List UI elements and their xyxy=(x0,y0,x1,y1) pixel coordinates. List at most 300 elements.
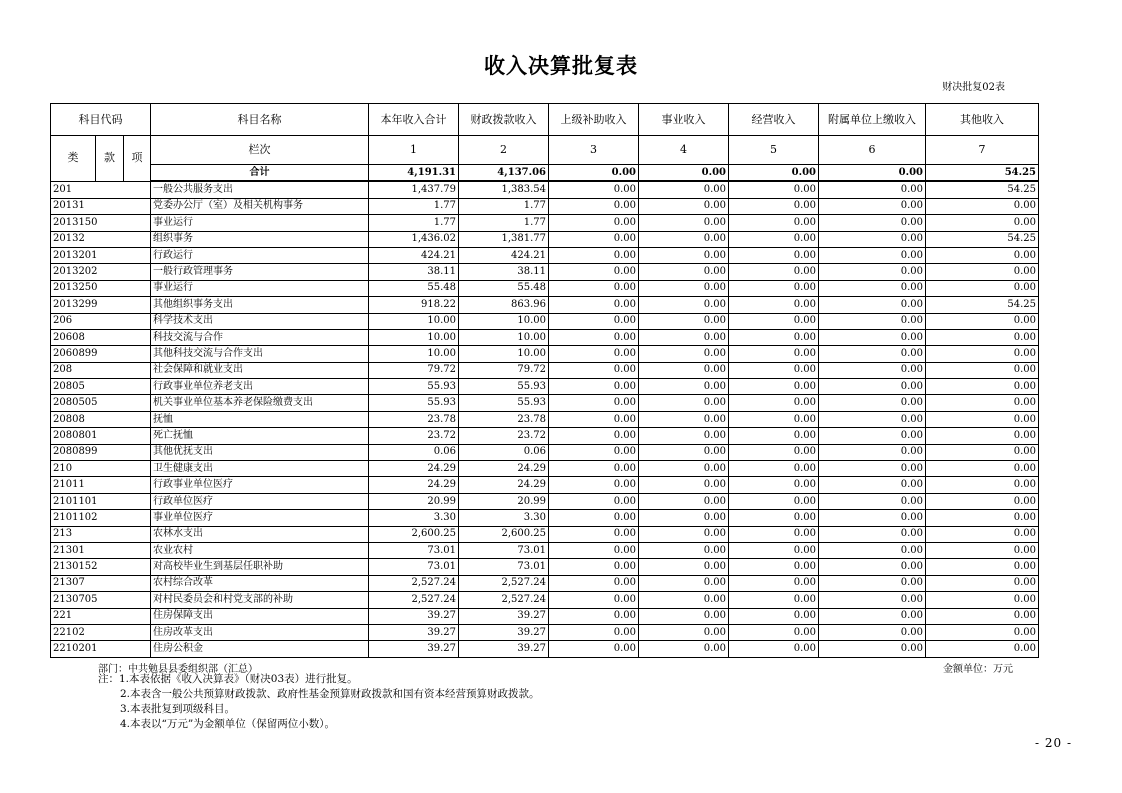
page-number: - 20 - xyxy=(1034,736,1072,750)
row-value: 0.00 xyxy=(729,608,819,624)
row-value: 0.00 xyxy=(549,215,639,231)
row-value: 0.00 xyxy=(926,641,1039,657)
row-value: 0.00 xyxy=(549,477,639,493)
row-value: 0.00 xyxy=(639,215,729,231)
row-name: 抚恤 xyxy=(151,411,369,427)
header-col: 附属单位上缴收入 xyxy=(819,104,926,136)
row-value: 0.00 xyxy=(639,181,729,198)
row-value: 1.77 xyxy=(369,198,459,214)
row-value: 0.00 xyxy=(819,181,926,198)
table-row xyxy=(51,247,1039,263)
table-row xyxy=(51,559,1039,575)
row-value: 0.00 xyxy=(819,379,926,395)
row-value: 0.00 xyxy=(926,493,1039,509)
row-value: 0.00 xyxy=(549,346,639,362)
row-value: 0.00 xyxy=(926,510,1039,526)
revenue-table xyxy=(50,103,1039,658)
header-col: 其他收入 xyxy=(926,104,1039,136)
row-value: 73.01 xyxy=(369,559,459,575)
header-row xyxy=(51,104,1039,136)
row-value: 0.00 xyxy=(639,592,729,608)
row-value: 863.96 xyxy=(459,297,549,313)
row-name: 一般行政管理事务 xyxy=(151,264,369,280)
table-row xyxy=(51,526,1039,542)
row-value: 0.00 xyxy=(729,395,819,411)
row-value: 0.00 xyxy=(926,592,1039,608)
row-code: 208 xyxy=(51,362,151,378)
row-code: 21301 xyxy=(51,542,151,558)
row-value: 0.00 xyxy=(639,379,729,395)
table-row xyxy=(51,313,1039,329)
row-name: 农业农村 xyxy=(151,542,369,558)
row-value: 0.00 xyxy=(819,297,926,313)
row-value: 73.01 xyxy=(459,559,549,575)
table-row xyxy=(51,280,1039,296)
row-value: 1.77 xyxy=(459,198,549,214)
row-value: 24.29 xyxy=(369,477,459,493)
row-value: 0.00 xyxy=(549,542,639,558)
row-value: 0.00 xyxy=(926,264,1039,280)
row-name: 事业单位医疗 xyxy=(151,510,369,526)
row-value: 0.00 xyxy=(819,264,926,280)
row-name: 农林水支出 xyxy=(151,526,369,542)
row-code: 2013150 xyxy=(51,215,151,231)
row-name: 其他优抚支出 xyxy=(151,444,369,460)
row-value: 0.00 xyxy=(729,313,819,329)
row-code: 20132 xyxy=(51,231,151,247)
row-value: 20.99 xyxy=(459,493,549,509)
row-value: 0.00 xyxy=(549,559,639,575)
row-name: 组织事务 xyxy=(151,231,369,247)
row-value: 0.06 xyxy=(459,444,549,460)
table-row xyxy=(51,477,1039,493)
row-code: 20805 xyxy=(51,379,151,395)
row-value: 0.00 xyxy=(729,181,819,198)
row-value: 39.27 xyxy=(369,624,459,640)
row-code: 201 xyxy=(51,181,151,198)
row-code: 221 xyxy=(51,608,151,624)
row-value: 0.00 xyxy=(639,247,729,263)
header-col: 上级补助收入 xyxy=(549,104,639,136)
row-value: 0.00 xyxy=(549,264,639,280)
row-value: 0.00 xyxy=(729,329,819,345)
header-col: 经营收入 xyxy=(729,104,819,136)
row-name: 对高校毕业生到基层任职补助 xyxy=(151,559,369,575)
row-value: 3.30 xyxy=(459,510,549,526)
row-value: 2,527.24 xyxy=(369,575,459,591)
row-value: 0.00 xyxy=(639,461,729,477)
row-value: 1.77 xyxy=(369,215,459,231)
row-code: 2013299 xyxy=(51,297,151,313)
table-row xyxy=(51,395,1039,411)
table-row xyxy=(51,592,1039,608)
row-value: 0.00 xyxy=(549,608,639,624)
row-value: 0.00 xyxy=(549,362,639,378)
row-code: 21307 xyxy=(51,575,151,591)
row-value: 0.00 xyxy=(549,329,639,345)
row-value: 0.00 xyxy=(729,444,819,460)
row-value: 424.21 xyxy=(459,247,549,263)
row-value: 0.00 xyxy=(729,280,819,296)
row-value: 0.00 xyxy=(549,411,639,427)
row-value: 10.00 xyxy=(459,346,549,362)
row-value: 0.00 xyxy=(639,329,729,345)
row-value: 0.00 xyxy=(549,395,639,411)
table-row xyxy=(51,297,1039,313)
row-value: 0.00 xyxy=(926,444,1039,460)
row-value: 0.00 xyxy=(549,624,639,640)
row-value: 0.00 xyxy=(819,362,926,378)
row-value: 0.00 xyxy=(819,624,926,640)
row-value: 0.00 xyxy=(639,493,729,509)
row-value: 0.00 xyxy=(729,411,819,427)
col-number: 5 xyxy=(729,136,819,165)
row-code: 2080801 xyxy=(51,428,151,444)
row-value: 0.00 xyxy=(639,559,729,575)
row-value: 0.00 xyxy=(639,510,729,526)
row-value: 0.00 xyxy=(639,198,729,214)
row-code: 2013250 xyxy=(51,280,151,296)
row-value: 0.00 xyxy=(639,624,729,640)
row-value: 0.00 xyxy=(926,542,1039,558)
row-value: 0.00 xyxy=(819,411,926,427)
row-value: 10.00 xyxy=(369,329,459,345)
row-value: 0.00 xyxy=(549,198,639,214)
row-value: 23.78 xyxy=(369,411,459,427)
row-value: 0.00 xyxy=(926,379,1039,395)
row-value: 0.00 xyxy=(729,575,819,591)
row-value: 0.00 xyxy=(926,346,1039,362)
row-value: 0.00 xyxy=(549,575,639,591)
row-value: 0.00 xyxy=(926,559,1039,575)
row-value: 1,383.54 xyxy=(459,181,549,198)
table-row xyxy=(51,510,1039,526)
row-value: 0.00 xyxy=(639,346,729,362)
row-value: 0.00 xyxy=(729,493,819,509)
row-value: 0.00 xyxy=(729,477,819,493)
row-code: 2060899 xyxy=(51,346,151,362)
row-value: 1.77 xyxy=(459,215,549,231)
row-code: 21011 xyxy=(51,477,151,493)
row-value: 0.00 xyxy=(729,198,819,214)
note-line: 注：1.本表依据《收入决算表》（财决03表）进行批复。 xyxy=(98,673,358,685)
row-value: 0.00 xyxy=(926,198,1039,214)
row-value: 0.00 xyxy=(549,313,639,329)
row-value: 0.00 xyxy=(729,592,819,608)
row-name: 事业运行 xyxy=(151,280,369,296)
total-value: 0.00 xyxy=(819,165,926,182)
row-value: 0.00 xyxy=(926,411,1039,427)
row-value: 0.00 xyxy=(819,461,926,477)
row-name: 死亡抚恤 xyxy=(151,428,369,444)
row-value: 2,527.24 xyxy=(369,592,459,608)
row-value: 55.93 xyxy=(369,395,459,411)
row-value: 918.22 xyxy=(369,297,459,313)
table-row xyxy=(51,542,1039,558)
row-value: 0.00 xyxy=(639,608,729,624)
row-value: 0.00 xyxy=(926,362,1039,378)
row-name: 社会保障和就业支出 xyxy=(151,362,369,378)
row-value: 73.01 xyxy=(369,542,459,558)
row-name: 其他组织事务支出 xyxy=(151,297,369,313)
header-code: 科目代码 xyxy=(51,104,151,136)
row-value: 0.00 xyxy=(549,641,639,657)
header-lei: 类 xyxy=(51,136,96,182)
total-value: 4,137.06 xyxy=(459,165,549,182)
row-value: 0.00 xyxy=(639,231,729,247)
row-value: 0.00 xyxy=(729,461,819,477)
row-name: 对村民委员会和村党支部的补助 xyxy=(151,592,369,608)
row-code: 2080899 xyxy=(51,444,151,460)
row-code: 2013201 xyxy=(51,247,151,263)
row-value: 54.25 xyxy=(926,181,1039,198)
row-value: 0.00 xyxy=(549,231,639,247)
row-value: 0.06 xyxy=(369,444,459,460)
row-value: 0.00 xyxy=(639,641,729,657)
row-value: 10.00 xyxy=(459,329,549,345)
row-value: 0.00 xyxy=(549,280,639,296)
row-value: 0.00 xyxy=(926,329,1039,345)
row-value: 39.27 xyxy=(459,608,549,624)
row-value: 0.00 xyxy=(926,575,1039,591)
col-number: 6 xyxy=(819,136,926,165)
row-value: 424.21 xyxy=(369,247,459,263)
row-value: 0.00 xyxy=(819,444,926,460)
row-value: 0.00 xyxy=(549,592,639,608)
header-lanci: 栏次 xyxy=(151,136,369,165)
header-xiang: 项 xyxy=(124,136,151,182)
row-value: 0.00 xyxy=(639,395,729,411)
row-name: 一般公共服务支出 xyxy=(151,181,369,198)
row-code: 210 xyxy=(51,461,151,477)
amount-unit: 金额单位：万元 xyxy=(943,664,1013,675)
table-row xyxy=(51,575,1039,591)
row-value: 0.00 xyxy=(926,526,1039,542)
row-value: 0.00 xyxy=(639,362,729,378)
row-value: 0.00 xyxy=(819,493,926,509)
row-value: 0.00 xyxy=(819,395,926,411)
row-code: 2013202 xyxy=(51,264,151,280)
row-value: 0.00 xyxy=(926,247,1039,263)
row-value: 0.00 xyxy=(819,575,926,591)
row-value: 0.00 xyxy=(639,264,729,280)
row-value: 2,527.24 xyxy=(459,575,549,591)
row-value: 23.72 xyxy=(369,428,459,444)
note-line: 2.本表含一般公共预算财政拨款、政府性基金预算财政拨款和国有资本经营预算财政拨款。 xyxy=(120,688,540,700)
table-row xyxy=(51,461,1039,477)
row-name: 行政单位医疗 xyxy=(151,493,369,509)
header-col: 本年收入合计 xyxy=(369,104,459,136)
table-row xyxy=(51,428,1039,444)
table-row xyxy=(51,641,1039,657)
row-value: 79.72 xyxy=(459,362,549,378)
total-label: 合计 xyxy=(151,165,369,182)
row-value: 55.48 xyxy=(369,280,459,296)
row-value: 39.27 xyxy=(459,624,549,640)
col-number: 1 xyxy=(369,136,459,165)
row-code: 2101102 xyxy=(51,510,151,526)
row-value: 0.00 xyxy=(926,313,1039,329)
row-value: 0.00 xyxy=(729,510,819,526)
row-value: 10.00 xyxy=(369,346,459,362)
row-value: 0.00 xyxy=(729,624,819,640)
row-value: 0.00 xyxy=(819,608,926,624)
row-value: 0.00 xyxy=(819,510,926,526)
row-value: 0.00 xyxy=(819,346,926,362)
row-value: 55.48 xyxy=(459,280,549,296)
row-value: 0.00 xyxy=(729,542,819,558)
row-name: 机关事业单位基本养老保险缴费支出 xyxy=(151,395,369,411)
row-code: 20131 xyxy=(51,198,151,214)
row-value: 0.00 xyxy=(729,297,819,313)
row-value: 0.00 xyxy=(549,461,639,477)
table-row xyxy=(51,362,1039,378)
row-name: 住房公积金 xyxy=(151,641,369,657)
page-title: 收入决算批复表 xyxy=(484,53,638,78)
row-value: 54.25 xyxy=(926,297,1039,313)
table-row xyxy=(51,215,1039,231)
row-name: 卫生健康支出 xyxy=(151,461,369,477)
row-value: 0.00 xyxy=(819,215,926,231)
row-value: 39.27 xyxy=(459,641,549,657)
row-name: 住房保障支出 xyxy=(151,608,369,624)
total-value: 0.00 xyxy=(639,165,729,182)
row-code: 2130152 xyxy=(51,559,151,575)
table-row xyxy=(51,346,1039,362)
row-value: 20.99 xyxy=(369,493,459,509)
row-value: 55.93 xyxy=(459,379,549,395)
notes xyxy=(98,672,540,732)
table-row xyxy=(51,379,1039,395)
header-col: 事业收入 xyxy=(639,104,729,136)
row-value: 39.27 xyxy=(369,641,459,657)
row-value: 0.00 xyxy=(729,379,819,395)
table-row xyxy=(51,608,1039,624)
row-value: 0.00 xyxy=(639,542,729,558)
row-value: 2,600.25 xyxy=(369,526,459,542)
table-row xyxy=(51,264,1039,280)
row-code: 213 xyxy=(51,526,151,542)
row-value: 0.00 xyxy=(926,477,1039,493)
row-value: 0.00 xyxy=(729,428,819,444)
row-value: 0.00 xyxy=(639,428,729,444)
row-value: 0.00 xyxy=(729,362,819,378)
row-value: 0.00 xyxy=(926,280,1039,296)
row-value: 0.00 xyxy=(549,510,639,526)
table-row xyxy=(51,624,1039,640)
row-value: 0.00 xyxy=(819,231,926,247)
row-value: 0.00 xyxy=(729,264,819,280)
row-value: 0.00 xyxy=(819,477,926,493)
row-name: 行政事业单位医疗 xyxy=(151,477,369,493)
row-value: 0.00 xyxy=(549,428,639,444)
row-value: 0.00 xyxy=(819,526,926,542)
col-number: 7 xyxy=(926,136,1039,165)
row-value: 0.00 xyxy=(729,526,819,542)
row-value: 0.00 xyxy=(639,297,729,313)
total-value: 4,191.31 xyxy=(369,165,459,182)
row-value: 2,600.25 xyxy=(459,526,549,542)
row-value: 73.01 xyxy=(459,542,549,558)
row-value: 0.00 xyxy=(639,313,729,329)
row-value: 0.00 xyxy=(819,559,926,575)
row-value: 55.93 xyxy=(369,379,459,395)
header-col: 财政拨款收入 xyxy=(459,104,549,136)
row-value: 1,436.02 xyxy=(369,231,459,247)
row-value: 0.00 xyxy=(549,181,639,198)
row-value: 23.72 xyxy=(459,428,549,444)
table-row xyxy=(51,411,1039,427)
row-value: 0.00 xyxy=(729,231,819,247)
row-value: 24.29 xyxy=(369,461,459,477)
row-name: 住房改革支出 xyxy=(151,624,369,640)
row-value: 0.00 xyxy=(549,247,639,263)
row-value: 39.27 xyxy=(369,608,459,624)
row-value: 0.00 xyxy=(819,247,926,263)
row-value: 0.00 xyxy=(819,329,926,345)
row-value: 23.78 xyxy=(459,411,549,427)
row-value: 0.00 xyxy=(819,198,926,214)
row-code: 2210201 xyxy=(51,641,151,657)
row-value: 0.00 xyxy=(926,428,1039,444)
row-code: 22102 xyxy=(51,624,151,640)
row-code: 206 xyxy=(51,313,151,329)
row-value: 0.00 xyxy=(549,526,639,542)
row-name: 行政事业单位养老支出 xyxy=(151,379,369,395)
note-line: 3.本表批复到项级科目。 xyxy=(120,703,236,715)
table-row xyxy=(51,444,1039,460)
row-value: 0.00 xyxy=(549,297,639,313)
row-value: 0.00 xyxy=(549,379,639,395)
row-value: 1,437.79 xyxy=(369,181,459,198)
row-value: 0.00 xyxy=(926,395,1039,411)
row-value: 0.00 xyxy=(926,624,1039,640)
row-value: 2,527.24 xyxy=(459,592,549,608)
row-value: 0.00 xyxy=(639,575,729,591)
row-name: 事业运行 xyxy=(151,215,369,231)
row-value: 38.11 xyxy=(369,264,459,280)
col-number: 3 xyxy=(549,136,639,165)
table-row xyxy=(51,181,1039,198)
table-row xyxy=(51,231,1039,247)
row-value: 24.29 xyxy=(459,477,549,493)
col-number: 2 xyxy=(459,136,549,165)
row-value: 0.00 xyxy=(819,641,926,657)
row-value: 0.00 xyxy=(729,641,819,657)
row-code: 20608 xyxy=(51,329,151,345)
table-row xyxy=(51,198,1039,214)
header-kuan: 款 xyxy=(96,136,124,182)
row-value: 0.00 xyxy=(549,493,639,509)
row-value: 0.00 xyxy=(819,313,926,329)
row-code: 2080505 xyxy=(51,395,151,411)
row-value: 0.00 xyxy=(926,215,1039,231)
row-code: 20808 xyxy=(51,411,151,427)
row-value: 10.00 xyxy=(369,313,459,329)
row-code: 2101101 xyxy=(51,493,151,509)
row-value: 0.00 xyxy=(926,461,1039,477)
row-value: 1,381.77 xyxy=(459,231,549,247)
row-value: 24.29 xyxy=(459,461,549,477)
row-value: 55.93 xyxy=(459,395,549,411)
department-label: 部门：中共勉县县委组织部（汇总） xyxy=(98,664,258,675)
row-name: 行政运行 xyxy=(151,247,369,263)
row-value: 0.00 xyxy=(639,477,729,493)
row-name: 党委办公厅（室）及相关机构事务 xyxy=(151,198,369,214)
lanci-row xyxy=(51,136,1039,165)
row-value: 54.25 xyxy=(926,231,1039,247)
row-value: 10.00 xyxy=(459,313,549,329)
